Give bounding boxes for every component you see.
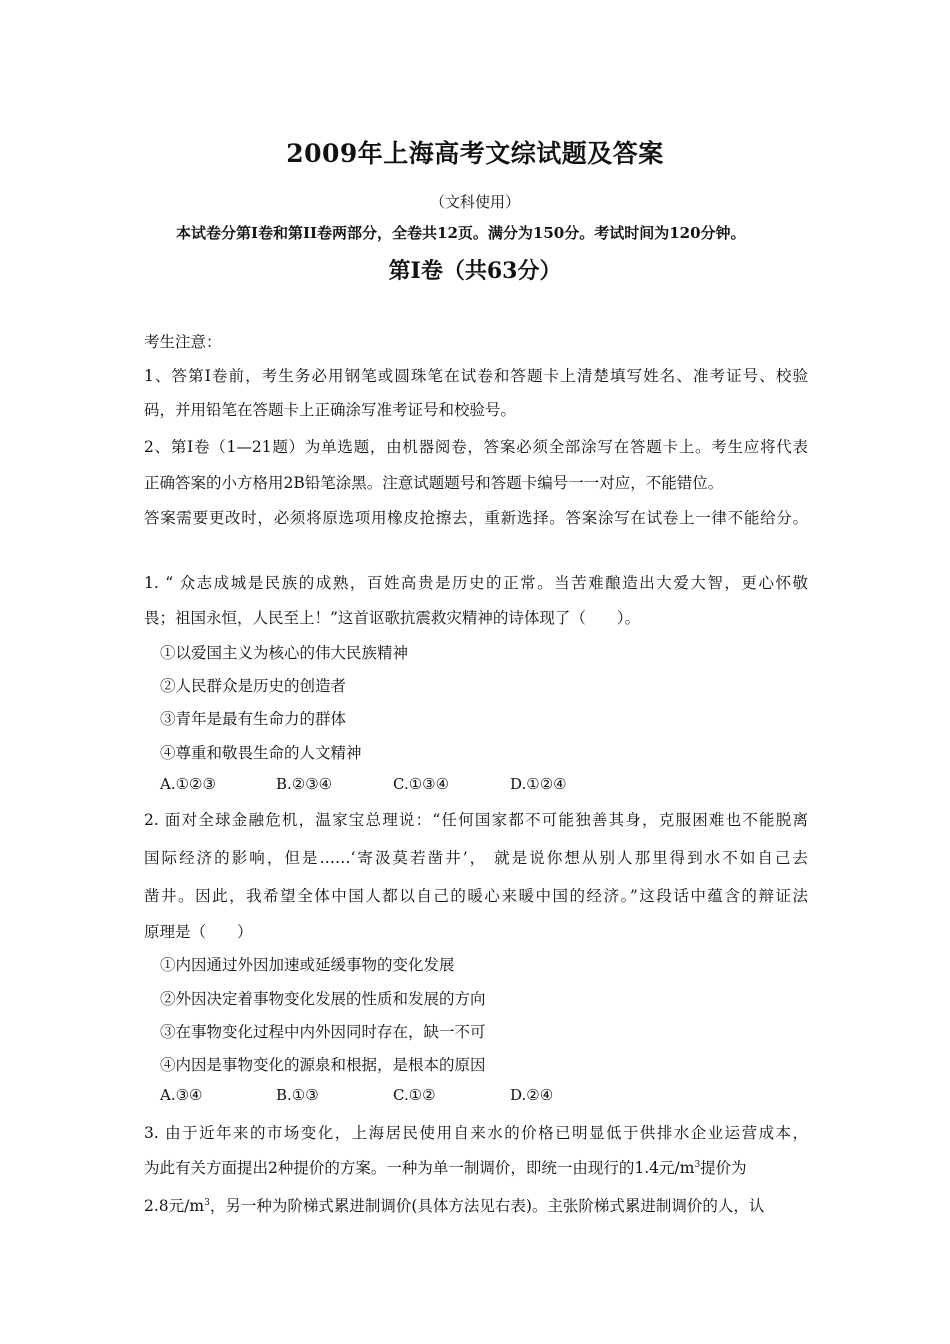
q2-stem-line2: 国际经济的影响，但是……‘寄汲莫若凿井’， 就是说你想从别人那里得到水不如自己去 [144,849,808,867]
q3-line3-text-a: 2.8元/m [144,1197,205,1215]
q1-option-1: ①以爱国主义为核心的伟大民族精神 [160,644,409,662]
notice-item2-line1: 2、第Ⅰ卷（1—21题）为单选题，由机器阅卷，答案必须全部涂写在答题卡上。考生应将代表 [144,438,808,456]
q2-answer-b: B.①③ [276,1086,319,1104]
q1-answer-b: B.②③④ [276,775,333,793]
q2-stem-line4: 原理是（ ） [144,923,253,941]
q2-answer-d: D.②④ [510,1086,554,1104]
notice-item1-line2: 码，并用铅笔在答题卡上正确涂写准考证号和校验号。 [144,401,517,419]
notice-heading: 考生注意： [144,333,222,351]
q1-answer-a: A.①②③ [160,775,216,793]
q1-answer-c: C.①③④ [393,775,450,793]
q3-unit-exponent-2: 3 [204,1197,210,1208]
q2-answer-c: C.①② [393,1086,436,1104]
notice-item2-line2: 正确答案的小方格用2B铅笔涂黑。注意试题题号和答题卡编号一一对应，不能错位。 [144,474,724,492]
q3-stem-line3 [144,1194,808,1216]
q1-stem-line2: 畏；祖国永恒，人民至上！”这首讴歌抗震救灾精神的诗体现了（ ）。 [144,609,641,627]
q3-line3-text-b: ，另一种为阶梯式累进制调价(具体方法见右表)。主张阶梯式累进制调价的人，认 [209,1197,765,1215]
q3-unit-exponent-1: 3 [694,1159,701,1170]
q1-option-2: ②人民群众是历史的创造者 [160,677,347,695]
q2-option-3: ③在事物变化过程中内外因同时存在，缺一不可 [160,1023,486,1041]
q2-option-4: ④内因是事物变化的源泉和根据，是根本的原因 [160,1056,486,1074]
section-title: 第Ⅰ卷（共63分） [388,258,562,284]
q1-answer-d: D.①②④ [510,775,567,793]
q1-stem-line1: 1. “ 众志成城是民族的成熟，百姓高贵是历史的正常。当苦难酿造出大爱大智，更心怀敬 [144,574,808,592]
notice-item1-line1: 1、答第Ⅰ卷前，考生务必用钢笔或圆珠笔在试卷和答题卡上清楚填写姓名、准考证号、校验 [144,367,808,385]
q2-stem-line1: 2. 面对全球金融危机，温家宝总理说：“任何国家都不可能独善其身，克服困难也不能脱离 [144,811,808,829]
q3-stem-line2 [144,1156,808,1178]
q2-answer-a: A.③④ [160,1086,203,1104]
q1-option-4: ④尊重和敬畏生命的人文精神 [160,744,362,762]
notice-item2-line3: 答案需要更改时，必须将原选项用橡皮抢擦去，重新选择。答案涂写在试卷上一律不能给分。 [144,509,808,527]
q3-line2-text-b: 提价为 [700,1159,747,1177]
page-subtitle: （文科使用） [429,193,520,211]
q3-stem-line1: 3. 由于近年来的市场变化，上海居民使用自来水的价格已明显低于供排水企业运营成本， [144,1124,808,1142]
q3-line2-text-a: 为此有关方面提出2种提价的方案。一种为单一制调价，即统一由现行的1.4元/m [144,1159,695,1177]
q2-option-2: ②外因决定着事物变化发展的性质和发展的方向 [160,990,486,1008]
q1-option-3: ③青年是最有生命力的群体 [160,710,347,728]
q2-option-1: ①内因通过外因加速或延缓事物的变化发展 [160,956,455,974]
page-title: 2009年上海高考文综试题及答案 [286,139,664,168]
exam-intro: 本试卷分第Ⅰ卷和第II卷两部分，全卷共12页。满分为150分。考试时间为120分钟。 [176,224,746,242]
q2-stem-line3: 凿井。因此，我希望全体中国人都以自己的暖心来暖中国的经济。”这段话中蕴含的辩证法 [144,887,808,905]
